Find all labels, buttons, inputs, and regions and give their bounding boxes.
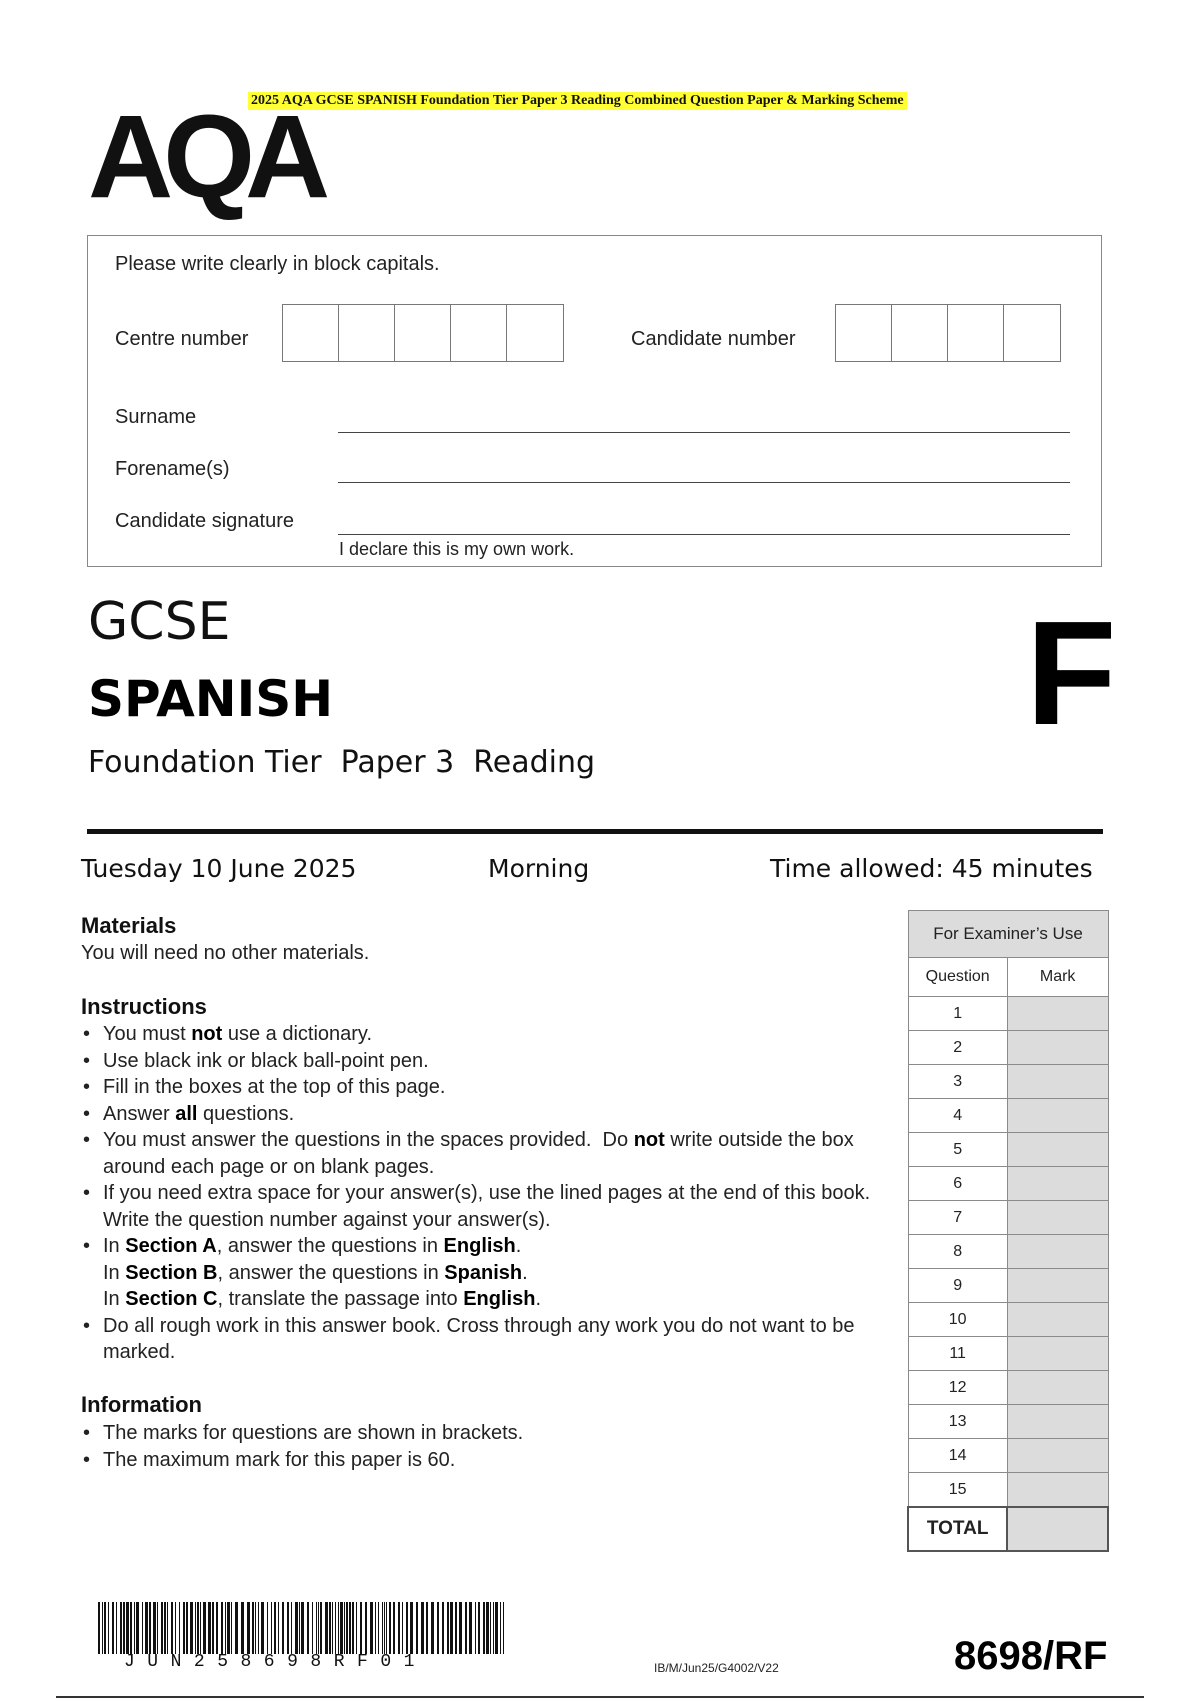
instruction-item (81, 1233, 871, 1313)
block-capitals-instruction: Please write clearly in block capitals. (115, 253, 440, 275)
instruction-item (81, 1021, 871, 1048)
examiner-use-table (907, 910, 1109, 1552)
mark-cell (1007, 1439, 1108, 1473)
instruction-text: , answer the questions in (217, 1261, 445, 1284)
examiner-table-title: For Examiner’s Use (908, 911, 1108, 958)
instruction-item (81, 1048, 871, 1075)
candidate-number-boxes[interactable] (835, 304, 1061, 362)
question-number: 13 (908, 1405, 1007, 1439)
document-banner: 2025 AQA GCSE SPANISH Foundation Tier Paper 3 Reading Combined Question Paper & Marking Scheme (248, 92, 907, 110)
instruction-item (81, 1180, 882, 1233)
mark-cell (1007, 1133, 1108, 1167)
materials-heading: Materials (81, 913, 177, 938)
table-row (908, 1303, 1108, 1337)
examiner-table-header (908, 911, 1108, 958)
instruction-text: In (103, 1288, 126, 1310)
surname-label: Surname (115, 406, 197, 428)
instruction-text: , answer the questions in (216, 1235, 444, 1257)
instruction-text: . (535, 1288, 542, 1310)
forenames-field[interactable] (338, 482, 1070, 483)
table-row (908, 1167, 1108, 1201)
instruction-text: . (515, 1235, 522, 1257)
mark-cell (1007, 1235, 1108, 1269)
information-text: The maximum mark for this paper is 60. (103, 1448, 456, 1471)
instruction-text: In (103, 1261, 126, 1284)
language-label: English (463, 1288, 536, 1310)
mark-cell (1007, 1031, 1108, 1065)
instruction-item (81, 1127, 871, 1180)
question-number: 14 (908, 1439, 1007, 1473)
barcode-text: JUN258698RF01 (124, 1652, 427, 1672)
instruction-text: , translate the passage into (217, 1288, 464, 1310)
centre-number-digit[interactable] (283, 305, 339, 361)
section-c-line (103, 1286, 871, 1313)
examiner-table-columns (908, 958, 1108, 997)
mark-column-header: Mark (1007, 958, 1108, 997)
question-number: 9 (908, 1269, 1007, 1303)
instruction-text: Do all rough work in this answer book. Cross through any work you do not want to be marked. (103, 1314, 855, 1363)
instruction-item (81, 1313, 871, 1366)
instruction-emphasis: not (633, 1129, 665, 1151)
question-number: 12 (908, 1371, 1007, 1405)
centre-number-boxes[interactable] (282, 304, 564, 362)
title-divider (87, 829, 1103, 834)
qualification-title: GCSE (88, 592, 231, 652)
footer-divider (56, 1696, 1144, 1698)
exam-session: Morning (488, 854, 590, 883)
section-c-label: Section C (125, 1288, 218, 1310)
instruction-text: write outside the box around each page or on blank pages. (103, 1129, 860, 1178)
instruction-text: You must answer the questions in the spaces provided. Do (103, 1129, 634, 1151)
barcode (98, 1602, 508, 1654)
tier-paper-line (88, 745, 596, 780)
question-number: 5 (908, 1133, 1007, 1167)
subject-title: SPANISH (88, 670, 334, 728)
signature-label: Candidate signature (115, 510, 295, 532)
question-number: 6 (908, 1167, 1007, 1201)
exam-date: Tuesday 10 June 2025 (81, 854, 357, 883)
question-number: 10 (908, 1303, 1007, 1337)
question-column-header: Question (908, 958, 1007, 997)
instruction-text: You must (103, 1023, 192, 1045)
table-row (908, 1133, 1108, 1167)
question-number: 15 (908, 1473, 1007, 1508)
instruction-text: Fill in the boxes at the top of this page. (103, 1076, 446, 1098)
question-number: 11 (908, 1337, 1007, 1371)
question-number: 8 (908, 1235, 1007, 1269)
mark-cell (1007, 1303, 1108, 1337)
centre-number-label: Centre number (115, 328, 249, 350)
total-label: TOTAL (908, 1507, 1007, 1551)
section-b-label: Section B (125, 1261, 218, 1284)
instruction-item (81, 1101, 871, 1128)
time-allowed: Time allowed: 45 minutes (770, 854, 1093, 883)
table-row (908, 1031, 1108, 1065)
centre-number-digit[interactable] (451, 305, 507, 361)
candidate-number-digit[interactable] (1004, 305, 1060, 361)
instruction-text: If you need extra space for your answer(s), use the lined pages at the end of this book. Write the question number against your answer(s). (103, 1182, 882, 1231)
instruction-text: Use black ink or black ball-point pen. (103, 1049, 429, 1072)
section-a-label: Section A (125, 1235, 217, 1257)
table-row (908, 1371, 1108, 1405)
mark-cell (1007, 1201, 1108, 1235)
instructions-list (81, 1021, 882, 1366)
mark-cell (1007, 1167, 1108, 1201)
signature-field[interactable] (338, 534, 1070, 535)
aqa-logo: AQA (88, 91, 321, 223)
instruction-item (81, 1074, 871, 1101)
materials-text: You will need no other materials. (81, 942, 370, 964)
section-a-line (103, 1233, 871, 1260)
paper-code: 8698/RF (954, 1634, 1108, 1678)
table-row (908, 1065, 1108, 1099)
mark-cell (1007, 1405, 1108, 1439)
mark-cell (1007, 1371, 1108, 1405)
candidate-number-digit[interactable] (892, 305, 948, 361)
table-row (908, 997, 1108, 1031)
question-number: 2 (908, 1031, 1007, 1065)
total-row (908, 1507, 1108, 1551)
instruction-text: . (522, 1261, 528, 1284)
table-row (908, 1473, 1108, 1508)
language-label: Spanish (444, 1261, 523, 1284)
candidate-details-box (87, 235, 1102, 567)
question-number: 1 (908, 997, 1007, 1031)
language-label: English (443, 1235, 516, 1257)
total-mark-cell (1007, 1507, 1108, 1551)
mark-cell (1007, 1337, 1108, 1371)
mark-cell (1007, 1099, 1108, 1133)
instruction-text: questions. (197, 1102, 295, 1125)
tier-paper-text: Foundation Tier Paper 3 Reading (88, 745, 596, 780)
tier-letter: F (1026, 591, 1117, 756)
question-number: 4 (908, 1099, 1007, 1133)
table-row (908, 1337, 1108, 1371)
instruction-emphasis: all (175, 1102, 198, 1125)
centre-number-digit[interactable] (507, 305, 563, 361)
table-row (908, 1235, 1108, 1269)
information-item (81, 1447, 881, 1474)
document-reference: IB/M/Jun25/G4002/V22 (654, 1661, 779, 1675)
instruction-text: Answer (103, 1102, 176, 1125)
instruction-emphasis: not (191, 1023, 223, 1045)
table-row (908, 1201, 1108, 1235)
surname-field[interactable] (338, 432, 1070, 433)
instruction-text: use a dictionary. (222, 1023, 373, 1045)
candidate-number-digit[interactable] (948, 305, 1004, 361)
instructions-heading: Instructions (81, 994, 207, 1019)
mark-cell (1007, 1269, 1108, 1303)
table-row (908, 1405, 1108, 1439)
table-row (908, 1439, 1108, 1473)
forenames-label: Forename(s) (115, 458, 230, 480)
centre-number-digit[interactable] (395, 305, 451, 361)
information-list (81, 1420, 881, 1473)
question-number: 7 (908, 1201, 1007, 1235)
mark-cell (1007, 997, 1108, 1031)
question-number: 3 (908, 1065, 1007, 1099)
declaration-text: I declare this is my own work. (339, 539, 575, 559)
mark-cell (1007, 1065, 1108, 1099)
centre-number-digit[interactable] (339, 305, 395, 361)
mark-cell (1007, 1473, 1108, 1508)
section-b-line (103, 1260, 871, 1287)
table-row (908, 1269, 1108, 1303)
information-item (81, 1420, 881, 1447)
information-text: The marks for questions are shown in brackets. (103, 1422, 524, 1444)
candidate-number-label: Candidate number (631, 328, 796, 350)
table-row (908, 1099, 1108, 1133)
candidate-number-digit[interactable] (836, 305, 892, 361)
information-heading: Information (81, 1392, 202, 1417)
instruction-text: In (103, 1235, 126, 1257)
